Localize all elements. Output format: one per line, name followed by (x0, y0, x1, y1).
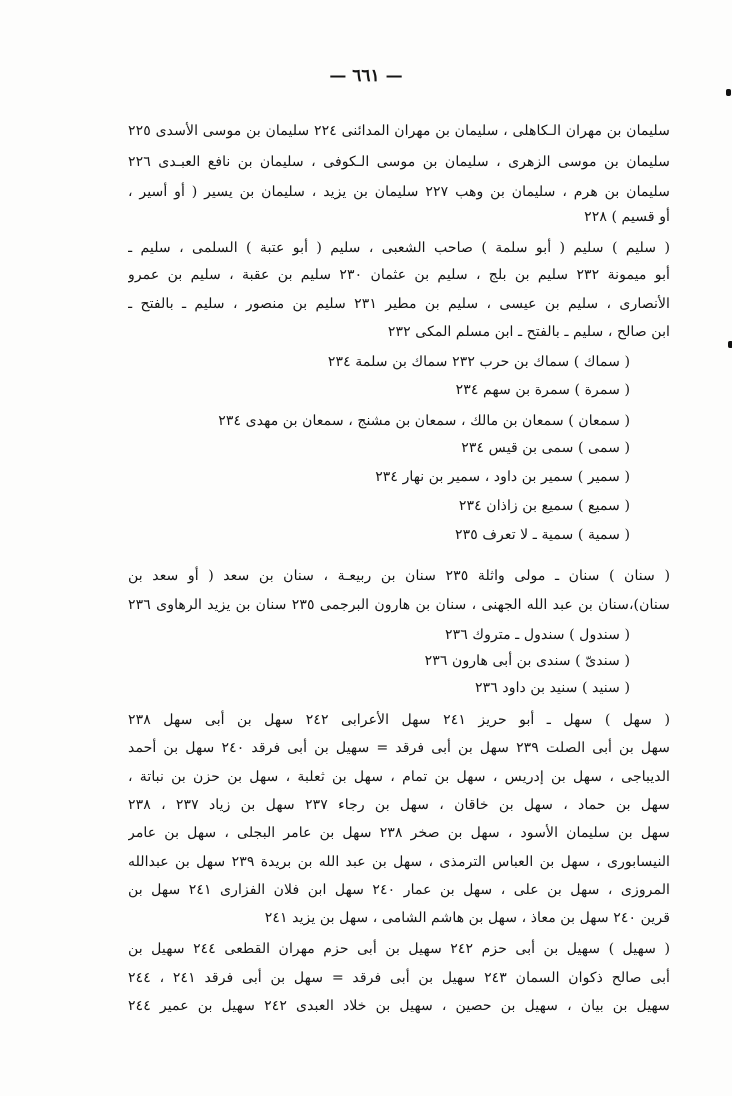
index-line: سهل بن سليمان الأسود ، سهل بن صخر ٢٣٨ سهل بن عامر البجلى ، سهل بن عامر (128, 825, 670, 841)
index-line: سهل بن أبى الصلت ٢٣٩ سهل بن أبى فرقد = سهيل بن أبى فرقد ٢٤٠ سهل بن أحمد (128, 740, 670, 756)
index-line: سليمان بن هرم ، سليمان بن وهب ٢٢٧ سليمان بن يزيد ، سليمان بن يسير ( أو أسير ، (128, 184, 670, 200)
index-line: ( سليم ) سليم ( أبو سلمة ) صاحب الشعبى ، سليم ( أبو عتبة ) السلمى ، سليم ـ (128, 240, 670, 256)
index-line: سهل بن حماد ، سهل بن خاقان ، سهل بن رجاء ٢٣٧ سهل بن زياد ٢٣٧ ، ٢٣٨ (128, 797, 670, 813)
index-line: قرين ٢٤٠ سهل بن معاذ ، سهل بن هاشم الشامى ، سهل بن يزيد ٢٤١ (264, 910, 670, 926)
margin-mark-top (726, 89, 731, 96)
index-line: أو قسيم ) ٢٢٨ (584, 209, 670, 225)
index-line: أبو ميمونة ٢٣٢ سليم بن بلج ، سليم بن عثمان ٢٣٠ سليم بن عقبة ، سليم بن عمرو (128, 267, 670, 283)
index-line: ابن صالح ، سليم ـ بالفتح ـ ابن مسلم المكى ٢٣٢ (387, 324, 670, 340)
index-line: ( سندىّ ) سندى بن أبى هارون ٢٣٦ (424, 653, 630, 669)
index-line: ( سندول ) سندول ـ متروك ٢٣٦ (445, 627, 630, 643)
index-line: سليمان بن موسى الزهرى ، سليمان بن موسى الـكوفى ، سليمان بن نافع العبـدى ٢٢٦ (128, 154, 670, 170)
index-line: المروزى ، سهل بن على ، سهل بن عمار ٢٤٠ سهل ابن فلان الفزارى ٢٤١ سهل بن (128, 882, 670, 898)
index-line: ( سماك ) سماك بن حرب ٢٣٢ سماك بن سلمة ٢٣٤ (327, 354, 630, 370)
index-line: النيسابورى ، سهل بن العباس الترمذى ، سهل بن عبد الله بن بريدة ٢٣٩ سهل بن عبدالله (128, 854, 670, 870)
index-line: ( سميع ) سميع بن زاذان ٢٣٤ (458, 498, 630, 514)
index-line: ( سمى ) سمى بن قيس ٢٣٤ (461, 440, 630, 456)
index-line: ( سنيد ) سنيد بن داود ٢٣٦ (475, 680, 630, 696)
page-number: — ٦٦١ — (329, 66, 403, 86)
index-line: سليمان بن مهران الـكاهلى ، سليمان بن مهران المدائنى ٢٢٤ سليمان بن موسى الأسدى ٢٢٥ (128, 123, 670, 139)
index-line: الديباجى ، سهل بن إدريس ، سهل بن تمام ، سهل بن ثعلبة ، سهل بن حزن بن نباتة ، (128, 769, 670, 785)
index-line: ( سمير ) سمير بن داود ، سمير بن نهار ٢٣٤ (375, 469, 630, 485)
index-line: ( سمعان ) سمعان بن مالك ، سمعان بن مشنج ، سمعان بن مهدى ٢٣٤ (218, 413, 630, 429)
index-line: سهيل بن بيان ، سهيل بن حصين ، سهيل بن خلاد العبدى ٢٤٢ سهيل بن عمير ٢٤٤ (128, 998, 670, 1014)
index-line: سنان)،سنان بن عبد الله الجهنى ، سنان بن هارون البرجمى ٢٣٥ سنان بن يزيد الرهاوى ٢٣٦ (128, 597, 670, 613)
index-line: ( سمية ) سمية ـ لا تعرف ٢٣٥ (454, 527, 630, 543)
index-line: ( سهل ) سهل ـ أبو حريز ٢٤١ سهل الأعرابى ٢٤٢ سهل بن أبى سهل ٢٣٨ (128, 712, 670, 728)
margin-mark-middle (728, 341, 732, 348)
index-line: الأنصارى ، سليم بن عيسى ، سليم بن مطير ٢٣١ سليم بن منصور ، سليم ـ بالفتح ـ (128, 296, 670, 312)
index-line: أبى صالح ذكوان السمان ٢٤٣ سهيل بن أبى فرقد = سهل بن أبى فرقد ٢٤١ ، ٢٤٤ (128, 970, 670, 986)
index-line: ( سنان ) سنان ـ مولى واثلة ٢٣٥ سنان بن ربيعـة ، سنان بن سعد ( أو سعد بن (128, 568, 670, 584)
index-line: ( سمرة ) سمرة بن سهم ٢٣٤ (455, 382, 630, 398)
index-line: ( سهيل ) سهيل بن أبى حزم ٢٤٢ سهيل بن أبى حزم مهران القطعى ٢٤٤ سهيل بن (128, 941, 670, 957)
